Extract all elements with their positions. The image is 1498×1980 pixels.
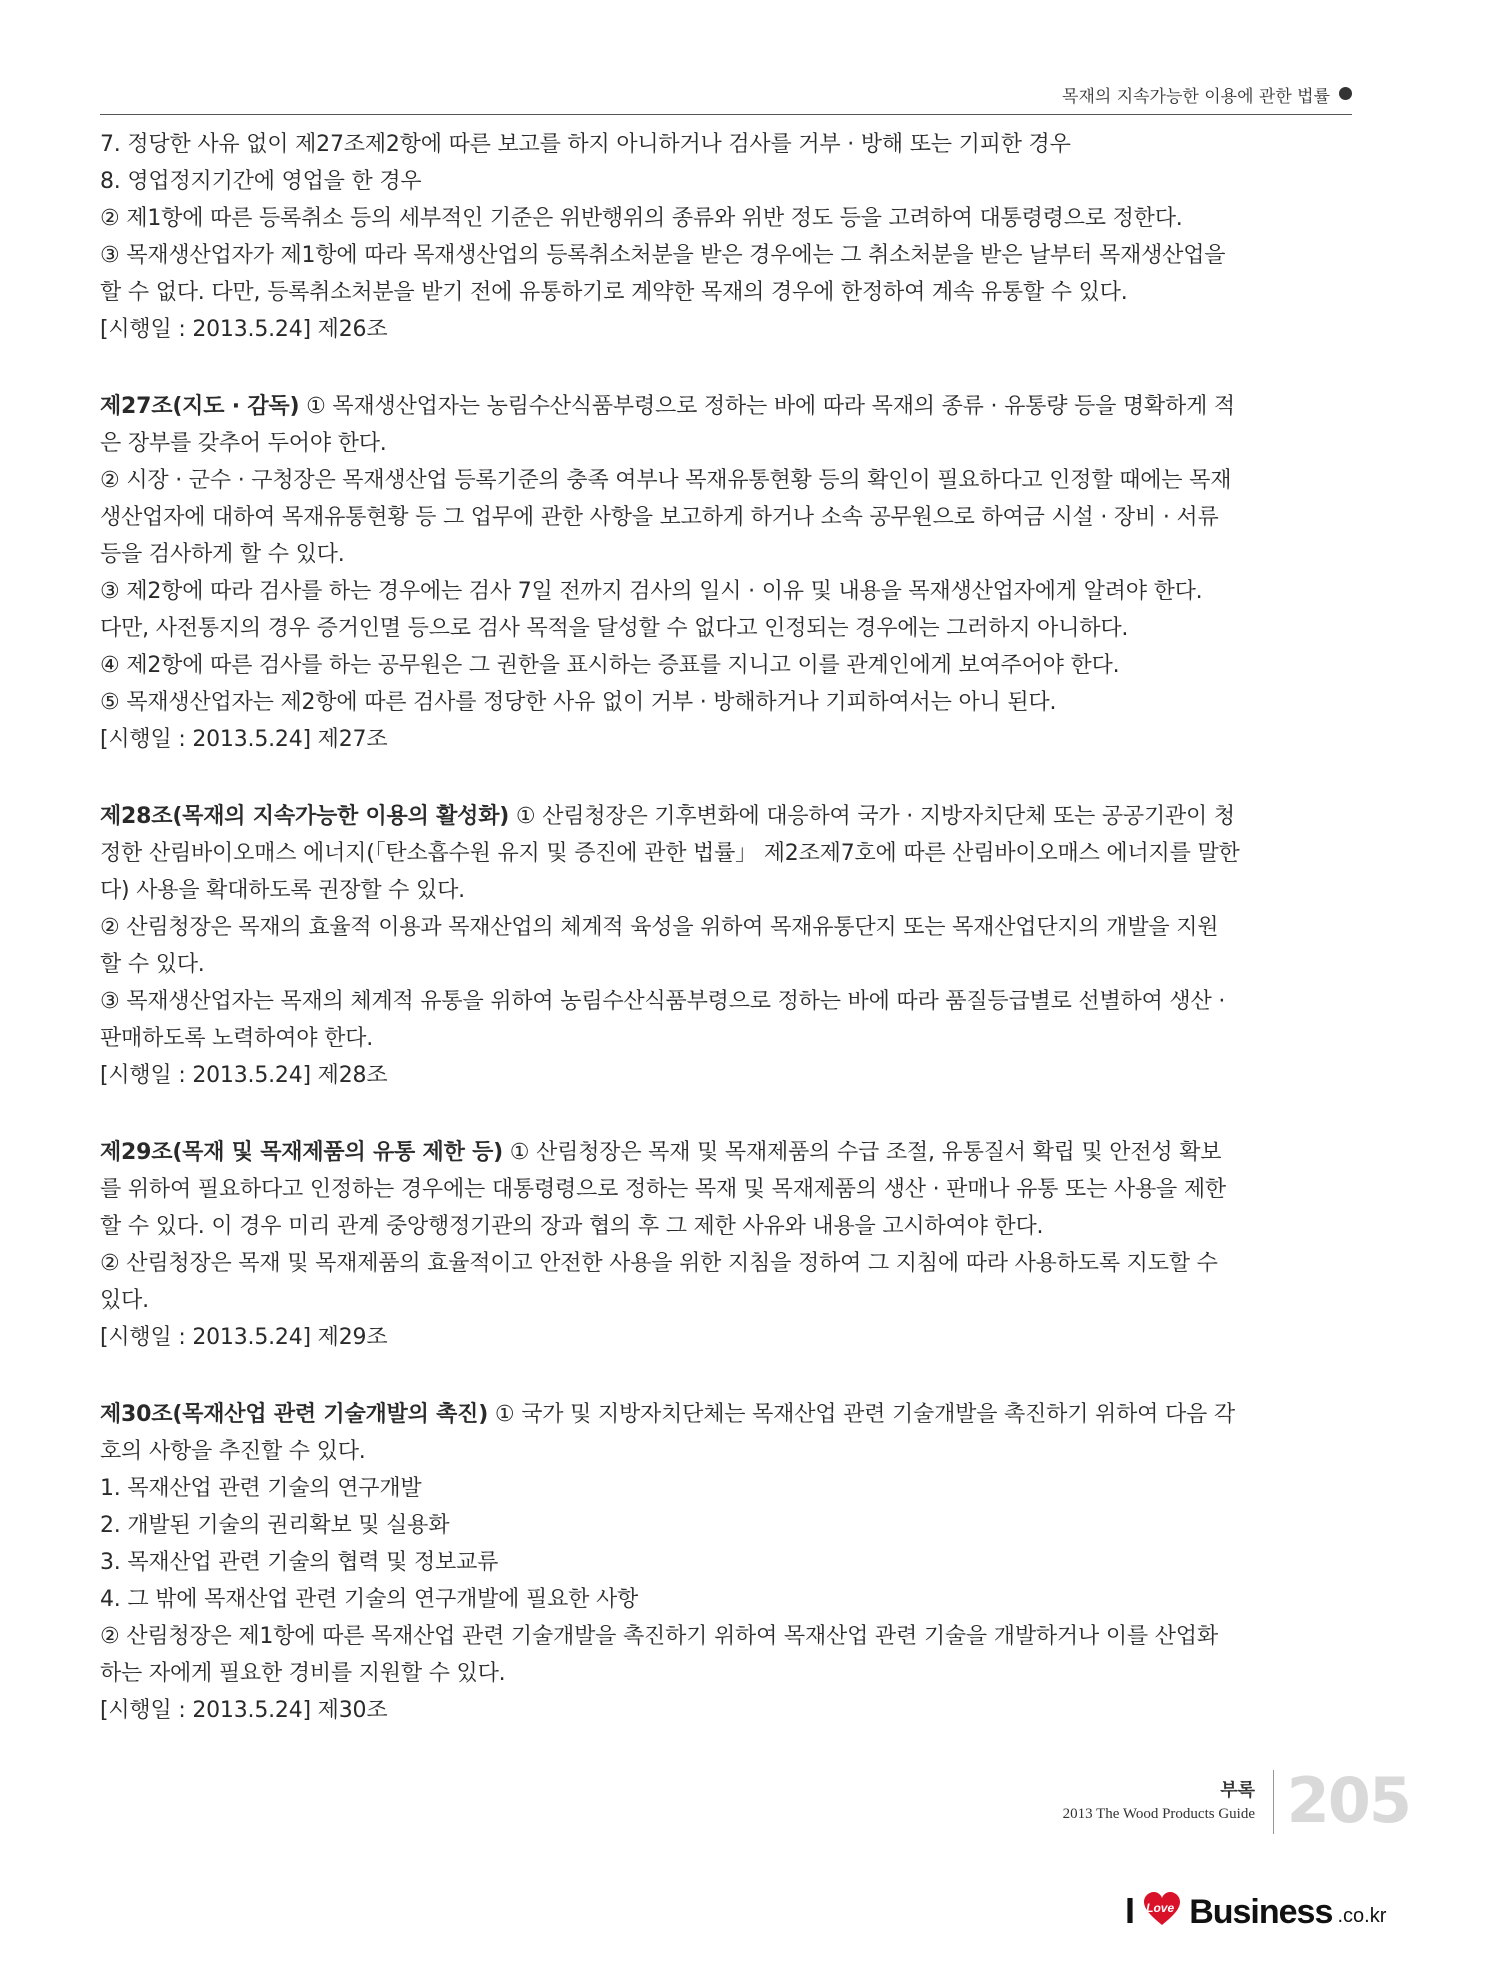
- logo-business: Business: [1189, 1893, 1333, 1931]
- text-line: 호의 사항을 추진할 수 있다.: [100, 1439, 366, 1464]
- text-line: ④ 제2항에 따른 검사를 하는 공무원은 그 권한을 표시하는 증표를 지니고 이를 관계인에게 보여주어야 한다.: [100, 653, 1120, 678]
- article-28-heading: 제28조(목재의 지속가능한 이용의 활성화): [100, 804, 510, 829]
- bullet-dot-icon: [1339, 87, 1352, 100]
- footer-divider: [1273, 1770, 1274, 1834]
- effective-date: [시행일 : 2013.5.24] 제30조: [100, 1698, 388, 1723]
- text-line: 있다.: [100, 1288, 149, 1313]
- text-line: ② 산림청장은 제1항에 따른 목재산업 관련 기술개발을 촉진하기 위하여 목재산업 관련 기술을 개발하거나 이를 산업화: [100, 1624, 1218, 1649]
- text-span: ① 산림청장은 목재 및 목재제품의 수급 조절, 유통질서 확립 및 안전성 확보: [503, 1140, 1222, 1165]
- text-line: 다) 사용을 확대하도록 권장할 수 있다.: [100, 878, 465, 903]
- page-header: [100, 70, 1352, 115]
- text-line: ② 시장 · 군수 · 구청장은 목재생산업 등록기준의 충족 여부나 목재유통현황 등의 확인이 필요하다고 인정할 때에는 목재: [100, 468, 1232, 493]
- page-number: 205: [1286, 1764, 1410, 1837]
- text-span: ① 국가 및 지방자치단체는 목재산업 관련 기술개발을 촉진하기 위하여 다음 각: [488, 1402, 1235, 1427]
- running-title: 목재의 지속가능한 이용에 관한 법률: [1062, 87, 1330, 107]
- text-line: ③ 목재생산업자가 제1항에 따라 목재생산업의 등록취소처분을 받은 경우에는 그 취소처분을 받은 날부터 목재생산업을: [100, 243, 1226, 268]
- text-line: 하는 자에게 필요한 경비를 지원할 수 있다.: [100, 1661, 506, 1686]
- article-27-heading: 제27조(지도 · 감독): [100, 394, 300, 419]
- text-line: ⑤ 목재생산업자는 제2항에 따른 검사를 정당한 사유 없이 거부 · 방해하거나 기피하여서는 아니 된다.: [100, 690, 1057, 715]
- text-line: 정한 산림바이오매스 에너지(「탄소흡수원 유지 및 증진에 관한 법률」 제2조제7호에 따른 산림바이오매스 에너지를 말한: [100, 841, 1240, 866]
- text-line: 할 수 없다. 다만, 등록취소처분을 받기 전에 유통하기로 계약한 목재의 경우에 한정하여 계속 유통할 수 있다.: [100, 280, 1128, 305]
- text-line: 은 장부를 갖추어 두어야 한다.: [100, 431, 387, 456]
- article-28-first-line: [100, 798, 1354, 835]
- logo-domain: .co.kr: [1337, 1905, 1387, 1927]
- text-line: 8. 영업정지기간에 영업을 한 경우: [100, 169, 422, 194]
- list-item: 1. 목재산업 관련 기술의 연구개발: [100, 1476, 422, 1501]
- article-29-heading: 제29조(목재 및 목재제품의 유통 제한 등): [100, 1140, 504, 1165]
- text-line: 등을 검사하게 할 수 있다.: [100, 542, 345, 567]
- footer-section-label: 부록: [1220, 1780, 1255, 1801]
- text-line: 7. 정당한 사유 없이 제27조제2항에 따른 보고를 하지 아니하거나 검사를 거부 · 방해 또는 기피한 경우: [100, 132, 1071, 157]
- logo-love-text: Love: [1146, 1901, 1175, 1915]
- heart-icon: [1143, 1892, 1181, 1926]
- article-29-first-line: [100, 1134, 1354, 1171]
- i-love-business-logo: [1125, 1890, 1405, 1940]
- text-line: ③ 목재생산업자는 목재의 체계적 유통을 위하여 농림수산식품부령으로 정하는 바에 따라 품질등급별로 선별하여 생산 ·: [100, 989, 1226, 1014]
- text-line: ③ 제2항에 따라 검사를 하는 경우에는 검사 7일 전까지 검사의 일시 · 이유 및 내용을 목재생산업자에게 알려야 한다.: [100, 579, 1203, 604]
- text-line: 할 수 있다.: [100, 952, 205, 977]
- effective-date: [시행일 : 2013.5.24] 제29조: [100, 1325, 388, 1350]
- article-30-first-line: [100, 1396, 1354, 1433]
- text-span: ① 목재생산업자는 농림수산식품부령으로 정하는 바에 따라 목재의 종류 · 유통량 등을 명확하게 적: [299, 394, 1235, 419]
- effective-date: [시행일 : 2013.5.24] 제26조: [100, 317, 388, 342]
- effective-date: [시행일 : 2013.5.24] 제27조: [100, 727, 388, 752]
- article-27-first-line: [100, 388, 1354, 425]
- logo-i: I: [1125, 1890, 1136, 1931]
- text-line: ② 산림청장은 목재의 효율적 이용과 목재산업의 체계적 육성을 위하여 목재유통단지 또는 목재산업단지의 개발을 지원: [100, 915, 1219, 940]
- footer-guide-title: 2013 The Wood Products Guide: [1062, 1806, 1255, 1822]
- list-item: 4. 그 밖에 목재산업 관련 기술의 연구개발에 필요한 사항: [100, 1587, 639, 1612]
- text-line: 를 위하여 필요하다고 인정하는 경우에는 대통령령으로 정하는 목재 및 목재제품의 생산 · 판매나 유통 또는 사용을 제한: [100, 1177, 1226, 1202]
- text-line: 다만, 사전통지의 경우 증거인멸 등으로 검사 목적을 달성할 수 없다고 인정되는 경우에는 그러하지 아니하다.: [100, 616, 1129, 641]
- text-line: ② 산림청장은 목재 및 목재제품의 효율적이고 안전한 사용을 위한 지침을 정하여 그 지침에 따라 사용하도록 지도할 수: [100, 1251, 1218, 1276]
- text-line: 생산업자에 대하여 목재유통현황 등 그 업무에 관한 사항을 보고하게 하거나 소속 공무원으로 하여금 시설 · 장비 · 서류: [100, 505, 1219, 530]
- effective-date: [시행일 : 2013.5.24] 제28조: [100, 1063, 388, 1088]
- article-30-heading: 제30조(목재산업 관련 기술개발의 촉진): [100, 1402, 489, 1427]
- text-line: 할 수 있다. 이 경우 미리 관계 중앙행정기관의 장과 협의 후 그 제한 사유와 내용을 고시하여야 한다.: [100, 1214, 1044, 1239]
- list-item: 3. 목재산업 관련 기술의 협력 및 정보교류: [100, 1550, 499, 1575]
- law-text: [100, 126, 1354, 1729]
- text-line: ② 제1항에 따른 등록취소 등의 세부적인 기준은 위반행위의 종류와 위반 정도 등을 고려하여 대통령령으로 정한다.: [100, 206, 1183, 231]
- text-span: ① 산림청장은 기후변화에 대응하여 국가 · 지방자치단체 또는 공공기관이 청: [509, 804, 1235, 829]
- list-item: 2. 개발된 기술의 권리확보 및 실용화: [100, 1513, 450, 1538]
- page-footer: [960, 1764, 1410, 1838]
- text-line: 판매하도록 노력하여야 한다.: [100, 1026, 374, 1051]
